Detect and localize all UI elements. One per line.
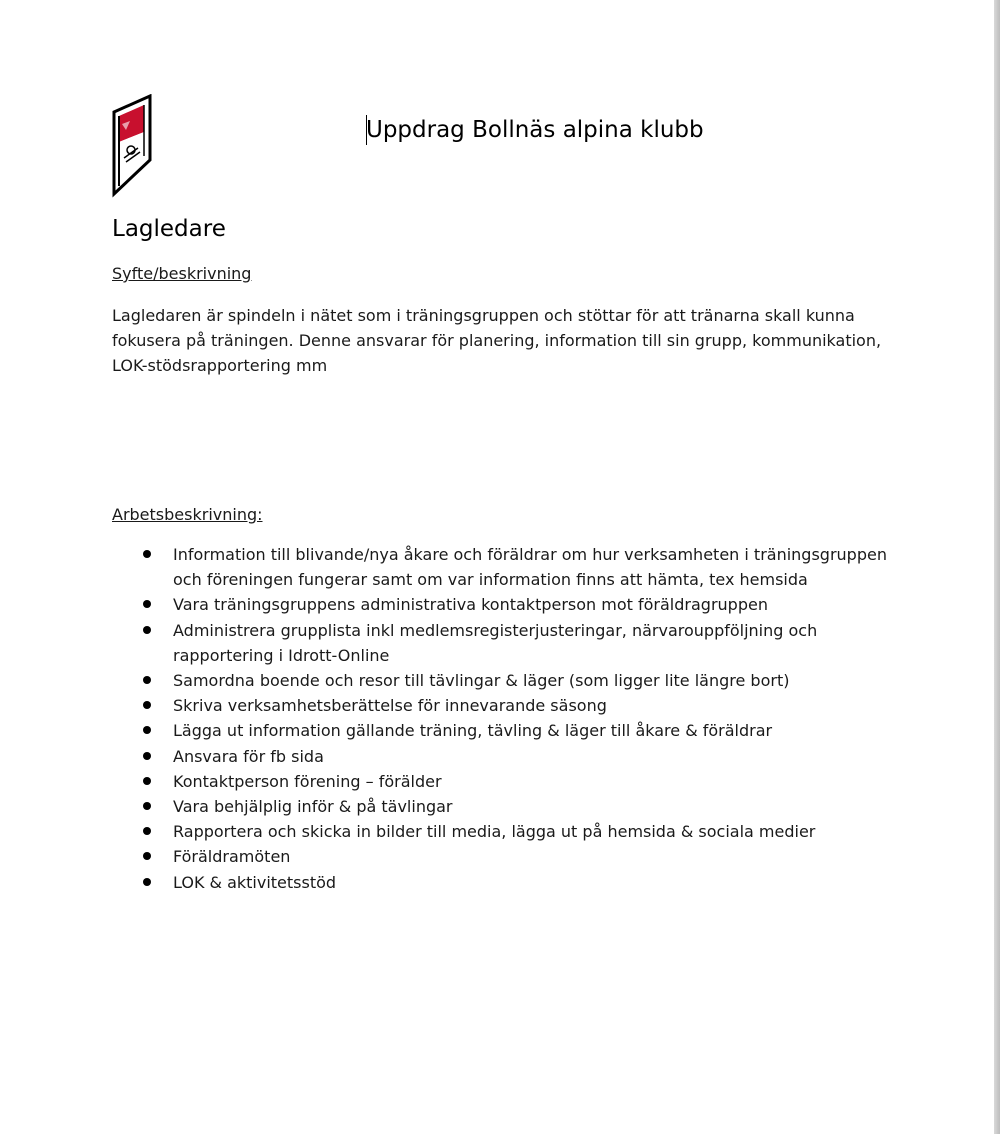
list-item-text: Skriva verksamhetsberättelse för innevarande säsong [173, 696, 607, 716]
list-item[interactable] [112, 769, 892, 794]
page-edge [994, 0, 1000, 1134]
list-item[interactable] [112, 542, 892, 592]
work-description-label[interactable]: Arbetsbeskrivning: [112, 505, 263, 524]
bullet-icon [143, 600, 151, 608]
list-item-text: Kontaktperson förening – förälder [173, 771, 442, 791]
list-item-text: Information till blivande/nya åkare och föräldrar om hur verksamheten i träningsgruppen och föreningen fungerar samt om var information finns att hämta, tex hemsida [173, 545, 887, 590]
list-item-text: LOK & aktivitetsstöd [173, 872, 337, 892]
document-title[interactable]: Uppdrag Bollnäs alpina klubb [366, 117, 704, 143]
bullet-icon [143, 777, 151, 785]
bullet-icon [143, 852, 151, 860]
purpose-label[interactable]: Syfte/beskrivning [112, 264, 252, 283]
list-item-text: Administrera grupplista inkl medlemsregisterjusteringar, närvarouppföljning och rapportering i Idrott-Online [173, 620, 818, 665]
list-item-text: Rapportera och skicka in bilder till media, lägga ut på hemsida & sociala medier [173, 822, 816, 842]
section-heading[interactable]: Lagledare [112, 216, 226, 242]
list-item[interactable] [112, 870, 892, 895]
list-item[interactable] [112, 618, 892, 668]
list-item[interactable] [112, 844, 892, 869]
list-item-text: Lägga ut information gällande träning, tävling & läger till åkare & föräldrar [173, 721, 773, 741]
list-item[interactable] [112, 794, 892, 819]
bullet-icon [143, 827, 151, 835]
list-item[interactable] [112, 819, 892, 844]
list-item-text: Föräldramöten [173, 847, 291, 867]
bullet-icon [143, 878, 151, 886]
bullet-icon [143, 802, 151, 810]
list-item[interactable] [112, 693, 892, 718]
list-item-text: Vara behjälplig inför & på tävlingar [173, 797, 453, 817]
purpose-text[interactable]: Lagledaren är spindeln i nätet som i träningsgruppen och stöttar för att tränarna skall kunna fokusera på träningen. Denne ansvarar för planering, information till sin grupp, kommunikation, LOK-stödsrapportering mm [112, 306, 882, 375]
bullet-icon [143, 726, 151, 734]
list-item[interactable] [112, 668, 892, 693]
bullet-icon [143, 676, 151, 684]
bullet-icon [143, 626, 151, 634]
list-item[interactable] [112, 718, 892, 743]
club-emblem-icon [110, 94, 156, 198]
bullet-icon [143, 550, 151, 558]
list-item-text: Vara träningsgruppens administrativa kontaktperson mot föräldragruppen [173, 595, 768, 615]
bullet-icon [143, 701, 151, 709]
list-item[interactable] [112, 744, 892, 769]
list-item-text: Ansvara för fb sida [173, 746, 324, 766]
bullet-icon [143, 752, 151, 760]
list-item[interactable] [112, 592, 892, 617]
list-item-text: Samordna boende och resor till tävlingar & läger (som ligger lite längre bort) [173, 671, 790, 691]
task-list [112, 542, 892, 895]
